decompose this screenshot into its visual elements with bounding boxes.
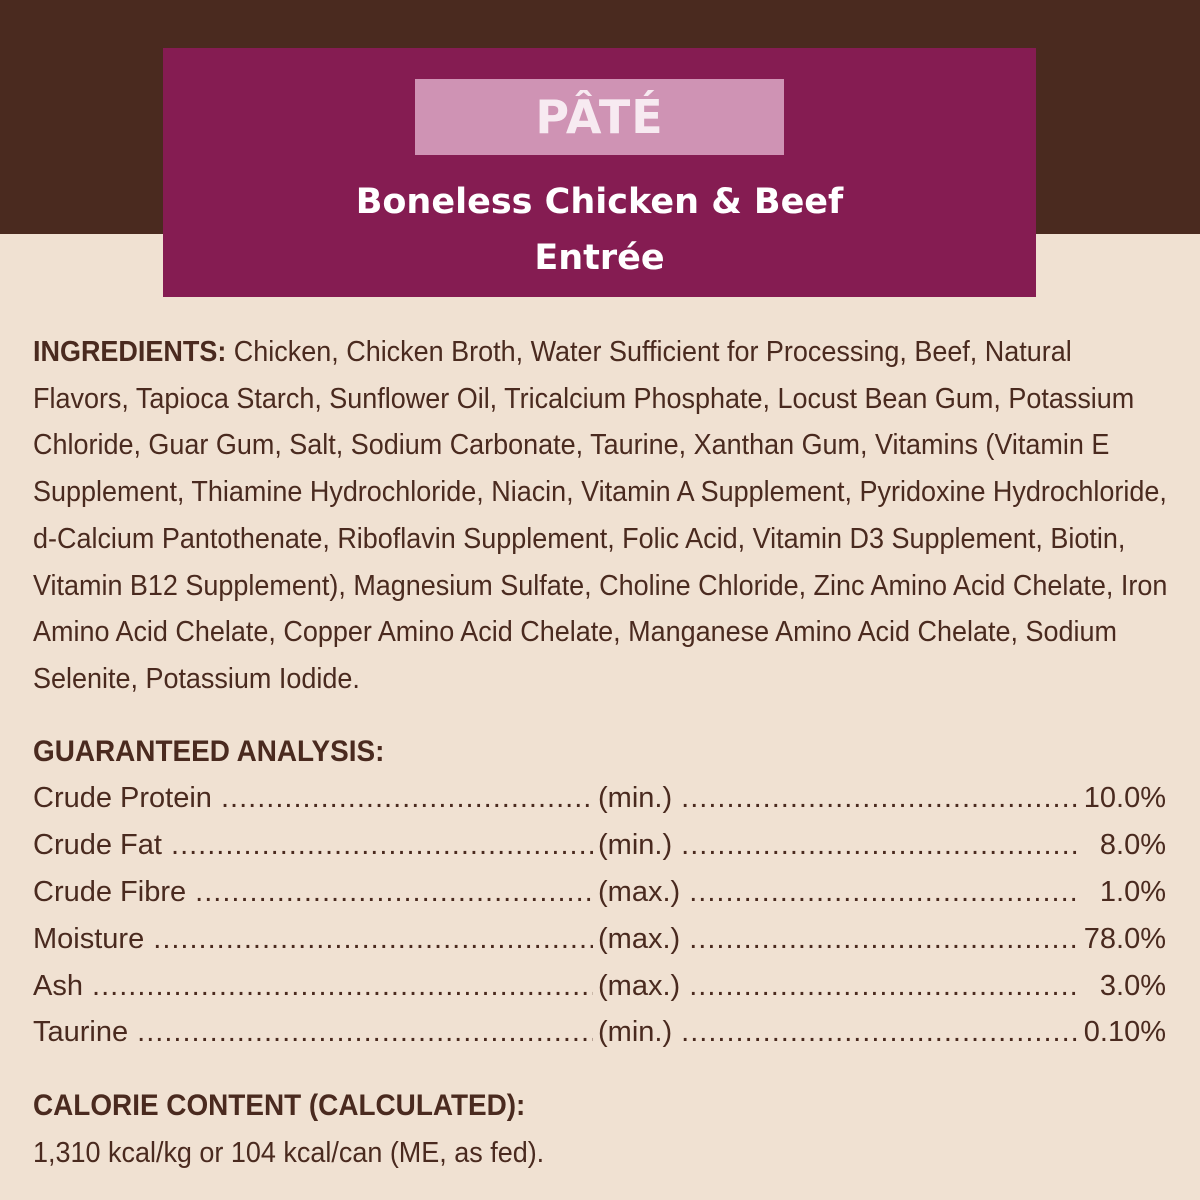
analysis-value: 3.0% xyxy=(1094,963,1166,1009)
calorie-content-heading: CALORIE CONTENT (CALCULATED): xyxy=(33,1089,526,1122)
analysis-qualifier: (min.) ..... xyxy=(598,775,1078,821)
analysis-row xyxy=(33,1009,1166,1055)
calorie-content-value: 1,310 kcal/kg or 104 kcal/can (ME, as fed). xyxy=(33,1137,545,1169)
analysis-row xyxy=(33,822,1166,868)
analysis-value: 1.0% xyxy=(1094,869,1166,915)
ingredients-section xyxy=(33,329,1173,703)
analysis-qualifier: (max.) ..... xyxy=(598,916,1078,962)
product-title-panel xyxy=(163,48,1036,297)
analysis-qualifier: (max.) ..... xyxy=(598,963,1078,1009)
analysis-nutrient: Crude Protein ..... xyxy=(33,775,593,821)
analysis-row xyxy=(33,916,1166,962)
ingredients-heading: INGREDIENTS: xyxy=(33,336,227,368)
analysis-qualifier: (min.) ..... xyxy=(598,822,1078,868)
analysis-row xyxy=(33,775,1166,821)
analysis-nutrient: Taurine ..... xyxy=(33,1009,593,1055)
analysis-nutrient: Crude Fibre ..... xyxy=(33,869,593,915)
analysis-row xyxy=(33,869,1166,915)
analysis-nutrient: Ash ..... xyxy=(33,963,593,1009)
analysis-value: 0.10% xyxy=(1078,1009,1166,1055)
guaranteed-analysis-heading: GUARANTEED ANALYSIS: xyxy=(33,735,385,768)
analysis-row xyxy=(33,963,1166,1009)
product-name-line-1: Boneless Chicken & Beef xyxy=(355,182,844,222)
analysis-qualifier: (min.) ..... xyxy=(598,1009,1078,1055)
analysis-value: 10.0% xyxy=(1078,775,1166,821)
product-type-badge: PÂTÉ xyxy=(415,79,784,155)
analysis-nutrient: Crude Fat ..... xyxy=(33,822,593,868)
ingredients-list: Chicken, Chicken Broth, Water Sufficient for Processing, Beef, Natural Flavors, Tapioca Starch, Sunflower Oil, Tricalcium Phosphate, Locust Bean Gum, Potassium Chloride, Guar Gum, Salt, Sodium Carbonate, Taurine, Xanthan Gum, Vitamins (Vitamin E Supplement, Thiamine Hydrochloride, Niacin, Vitamin A Supplement, Pyridoxine Hydrochloride, d-Calcium Pantothenate, Riboflavin Supplement, Folic Acid, Vitamin D3 Supplement, Biotin, Vitamin B12 Supplement), Magnesium Sulfate, Choline Chloride, Zinc Amino Acid Chelate, Iron Amino Acid Chelate, Copper Amino Acid Chelate, Manganese Amino Acid Chelate, Sodium Selenite, Potassium Iodide. xyxy=(33,336,1168,695)
analysis-value: 78.0% xyxy=(1078,916,1166,962)
product-name-line-2: Entrée xyxy=(534,238,665,278)
analysis-qualifier: (max.) ..... xyxy=(598,869,1078,915)
analysis-value: 8.0% xyxy=(1094,822,1166,868)
analysis-nutrient: Moisture ..... xyxy=(33,916,593,962)
product-name xyxy=(163,174,1036,286)
